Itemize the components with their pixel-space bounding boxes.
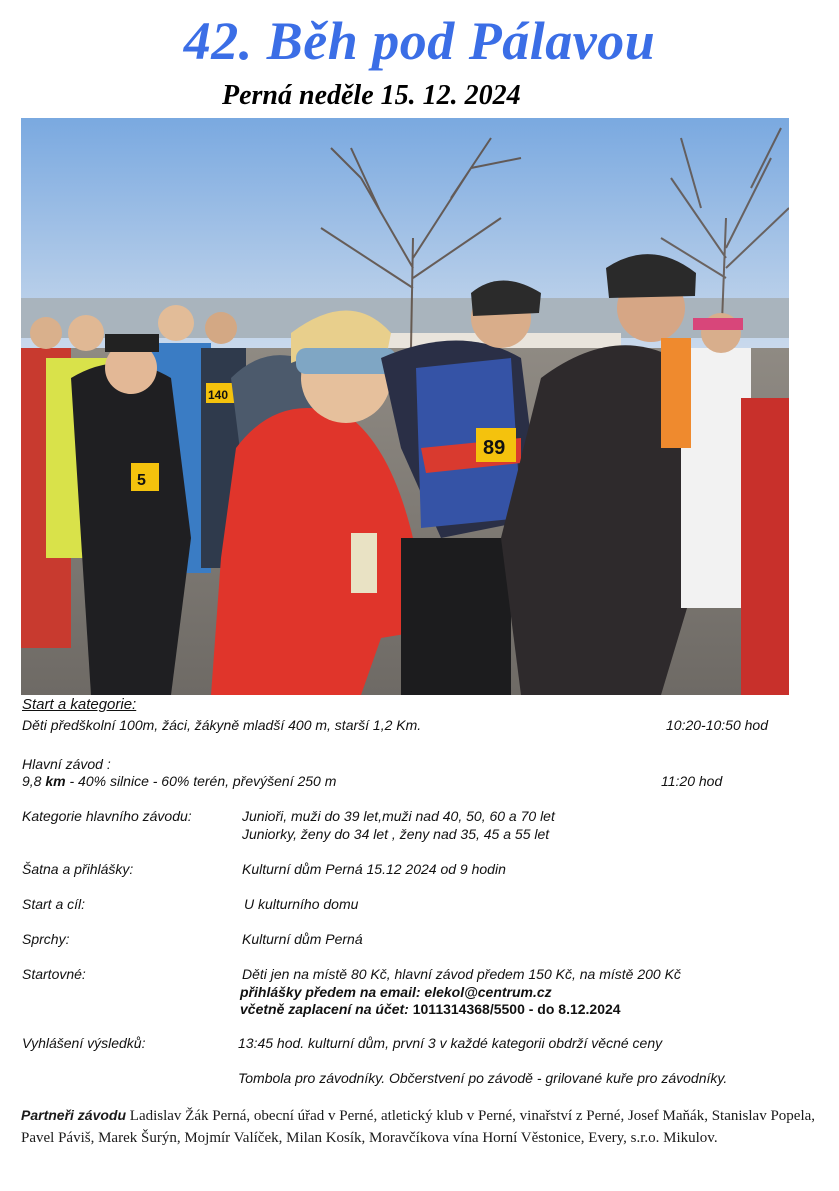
entry-fee-value: Děti jen na místě 80 Kč, hlavní závod předem 150 Kč, na místě 200 Kč xyxy=(242,966,681,982)
start-categories-heading: Start a kategorie: xyxy=(22,696,137,713)
categories-men: Junioři, muži do 39 let,muži nad 40, 50, 60 a 70 let xyxy=(242,808,555,824)
start-finish-value: U kulturního domu xyxy=(244,896,359,912)
entry-fee-account xyxy=(240,1001,621,1018)
registration-value: Kulturní dům Perná 15.12 2024 od 9 hodin xyxy=(242,861,506,877)
main-race-terrain: - 40% silnice - 60% terén, převýšení 250 m xyxy=(65,773,337,789)
tombola-text: Tombola pro závodníky. Občerstvení po závodě - grilované kuře pro závodníky. xyxy=(238,1070,728,1086)
results-value: 13:45 hod. kulturní dům, první 3 v každé kategorii obdrží věcné ceny xyxy=(238,1035,663,1051)
main-race-distance: 9,8 xyxy=(22,773,46,789)
event-title: 42. Běh pod Pálavou xyxy=(183,11,656,71)
bib-5: 5 xyxy=(137,472,146,489)
bib-89: 89 xyxy=(483,437,506,459)
main-race-description xyxy=(22,773,336,790)
entry-fee-account-number: 1011314368/5500 - do 8.12.2024 xyxy=(408,1001,621,1017)
entry-fee-label: Startovné: xyxy=(22,966,86,982)
main-race-label: Hlavní závod : xyxy=(22,756,111,772)
bib-140: 140 xyxy=(208,388,229,402)
event-date-subtitle: Perná neděle 15. 12. 2024 xyxy=(222,80,521,111)
entry-fee-account-label: včetně zaplacení na účet: xyxy=(240,1001,409,1017)
main-race-km-unit: km xyxy=(45,773,66,789)
race-photo xyxy=(21,118,789,695)
kids-races-time: 10:20-10:50 hod xyxy=(666,717,768,733)
entry-fee-email: přihlášky předem na email: elekol@centrum.cz xyxy=(240,984,552,1000)
kids-races-text: Děti předškolní 100m, žáci, žákyně mladší 400 m, starší 1,2 Km. xyxy=(22,717,422,733)
categories-women: Juniorky, ženy do 34 let , ženy nad 35, 45 a 55 let xyxy=(242,826,550,842)
start-finish-label: Start a cíl: xyxy=(22,896,86,912)
showers-label: Sprchy: xyxy=(22,931,70,947)
categories-label: Kategorie hlavního závodu: xyxy=(22,808,192,824)
main-race-time: 11:20 hod xyxy=(661,773,723,789)
partners-label: Partneři závodu xyxy=(21,1107,127,1123)
results-label: Vyhlášení výsledků: xyxy=(22,1035,146,1051)
registration-label: Šatna a přihlášky: xyxy=(22,861,134,877)
partners-paragraph xyxy=(21,1104,829,1149)
partners-list: Ladislav Žák Perná, obecní úřad v Perné, atletický klub v Perné, vinařství z Perné, Josef Maňák, Stanislav Popela, Pavel Páviš, Marek Šurýn, Mojmír Valíček, Milan Kosík, Moravčíkova vína Horní Věstonice, Every, s.r.o. Mikulov. xyxy=(21,1108,816,1146)
showers-value: Kulturní dům Perná xyxy=(242,931,363,947)
